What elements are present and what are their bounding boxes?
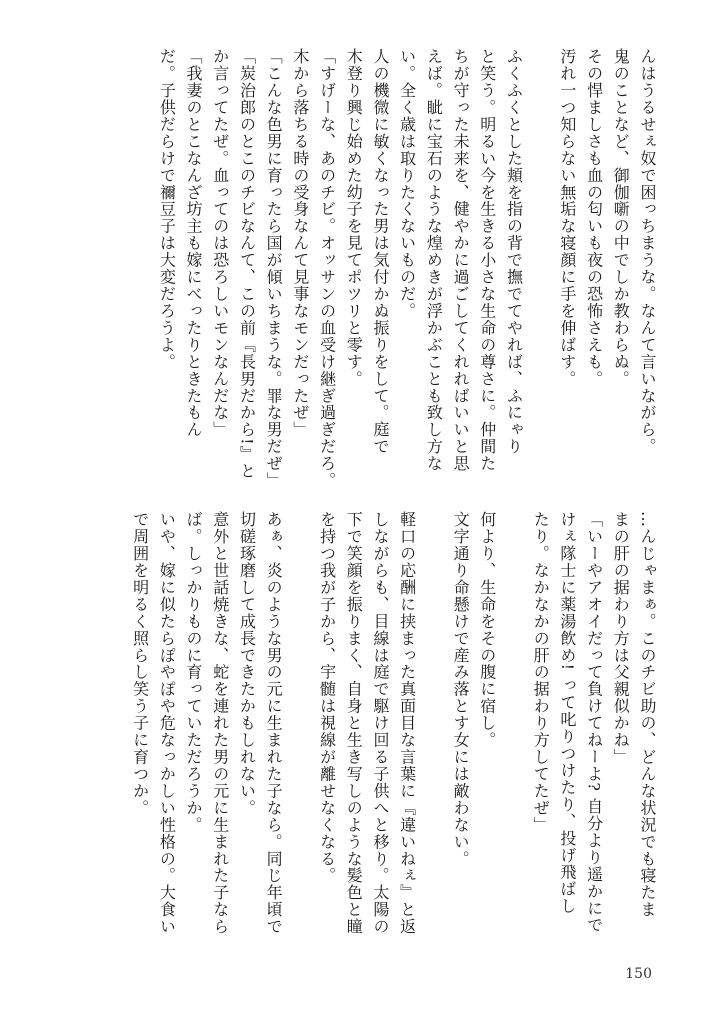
text-line: 「炭治郎のとこのチビなんて、この前『長男だから!』と xyxy=(237,48,257,480)
text-line: を持つ我が子から、宇髄は視線が離せなくなる。 xyxy=(317,511,337,885)
text-line: えば。眦に宝石のような煌めきが浮かぶことも致し方な xyxy=(424,48,444,472)
text-line: けぇ隊士に薬湯飲め! って叱りつけたり、投げ飛ばし xyxy=(557,511,577,915)
text-line: 「こんな色男に育ったら国が傾いちまうな。罪な男だぜ」 xyxy=(264,48,284,489)
text-line: んはうるせぇ奴で困っちまうな。なんて言いながら。 xyxy=(638,48,657,456)
blank-line xyxy=(500,511,527,956)
blank-line xyxy=(526,48,553,468)
page-number: 150 xyxy=(625,966,652,982)
text-line: で周囲を明るく照らし笑う子に育つか。 xyxy=(130,511,150,817)
text-line: だ。子供だらけで禰豆子は大変だろうよ。 xyxy=(157,48,177,371)
text-line: い。全く歳は取りたくないものだ。 xyxy=(397,48,417,320)
text-line: 「いーやアオイだって負けてねーよ? 自分より遥かにで xyxy=(584,511,604,934)
text-line: ば。しっかりものに育っていただろうか。 xyxy=(184,511,204,834)
text-line: 人の機微に敏くなった男は気付かぬ振りをして。庭で xyxy=(370,48,390,456)
text-line: 切磋琢磨して成長できたかもしれない。 xyxy=(237,511,257,817)
blank-line xyxy=(420,511,447,956)
text-line: 意外と世話焼きな、蛇を連れた男の元に生まれた子なら xyxy=(210,511,230,935)
blank-line xyxy=(286,511,313,956)
text-line: 「すげーな、あのチビ。オッサンの血受け継ぎ過ぎだろ。 xyxy=(317,48,337,489)
text-line: 木から落ちる時の受身なんて見事なモンだったぜ」 xyxy=(290,48,310,439)
lower-text-block xyxy=(126,511,660,956)
text-line: か言ってたぜ。血ってのは恐ろしいモンなんだな」 xyxy=(210,48,230,439)
text-line: まの肝の据わり方は父親似かね」 xyxy=(611,511,631,766)
text-line: 文字通り命懸けで産み落とす女には敵わない。 xyxy=(451,511,471,868)
text-line: その悍ましさも血の匂いも夜の恐怖さえも。 xyxy=(584,48,604,388)
text-line: いや、嫁に似たらぽやぽや危なっかしい性格の。大食い xyxy=(157,511,177,935)
text-line: ふくふくとした頬を指の背で撫でてやれば、ふにゃり xyxy=(504,48,524,456)
text-line: 鬼のことなど、御伽噺の中でしか教わらぬ。 xyxy=(611,48,631,388)
text-line: 下で笑顔を振りまく、自身と生き写しのような髪色と瞳 xyxy=(344,511,364,935)
text-line: ちが守った未来を、健やかに過ごしてくれればいいと思 xyxy=(451,48,471,472)
text-line: 軽口の応酬に挟まった真面目な言葉に『違いねぇ』と返 xyxy=(397,511,417,935)
text-line: 「我妻のとこなんざ坊主も嫁にべったりときたもん xyxy=(184,48,204,439)
text-line: 木登り興じ始めた幼子を見てポツリと零す。 xyxy=(344,48,364,388)
text-line: 何より、生命をその腹に宿し。 xyxy=(477,511,497,749)
text-line: しながらも、目線は庭で駆け回る子供へと移り。太陽の xyxy=(370,511,390,935)
upper-text-block xyxy=(153,48,660,489)
text-line: あぁ、炎のような男の元に生まれた子なら。同じ年頃で xyxy=(264,511,284,935)
text-line: たり。なかなかの肝の据わり方してたぜ」 xyxy=(531,511,551,834)
text-line: と笑う。明るい今を生きる小さな生命の尊さに。仲間た xyxy=(477,48,497,472)
text-line: 汚れ一つ知らない無垢な寝顔に手を伸ばす。 xyxy=(557,48,577,388)
text-line: …んじゃまぁ。このチビ助の、どんな状況でも寝たま xyxy=(638,511,657,919)
